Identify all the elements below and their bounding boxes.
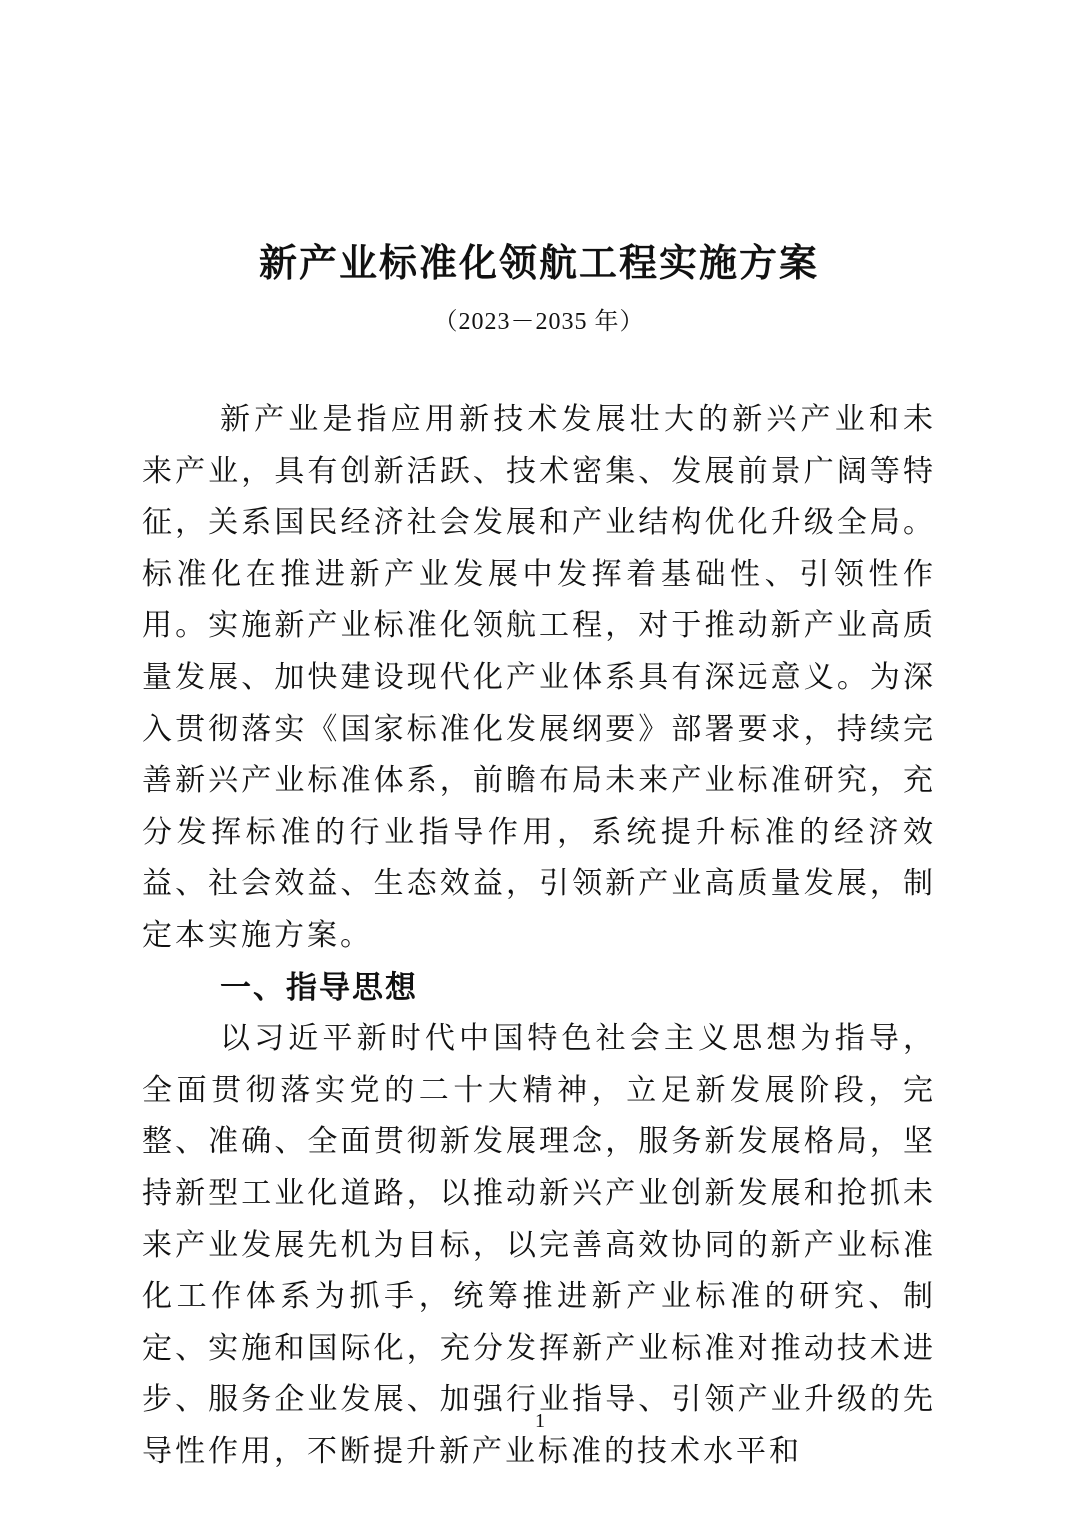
document-subtitle: （2023－2035 年） bbox=[433, 309, 645, 335]
section-paragraph-guiding-ideology: 以习近平新时代中国特色社会主义思想为指导，全面贯彻落实党的二十大精神，立足新发展阶段，完整、准确、全面贯彻新发展理念，服务新发展格局，坚持新型工业化道路，以推动新兴产业创新发展和抢抓未来产业发展先机为目标，以完善高效协同的新产业标准化工作体系为抓手，统筹推进新产业标准的研究、制定、实施和国际化，充分发挥新产业标准对推动技术进步、服务企业发展、加强行业指导、引领产业升级的先导性作用，不断提升新产业标准的技术水平和 bbox=[142, 1022, 936, 1468]
document-body bbox=[142, 394, 936, 1477]
document-content bbox=[142, 0, 936, 1477]
document-title: 新产业标准化领航工程实施方案 bbox=[258, 243, 819, 285]
intro-paragraph: 新产业是指应用新技术发展壮大的新兴产业和未来产业，具有创新活跃、技术密集、发展前景广阔等特征，关系国民经济社会发展和产业结构优化升级全局。标准化在推进新产业发展中发挥着基础性、引领性作用。实施新产业标准化领航工程，对于推动新产业高质量发展、加快建设现代化产业体系具有深远意义。为深入贯彻落实《国家标准化发展纲要》部署要求，持续完善新兴产业标准体系，前瞻布局未来产业标准研究，充分发挥标准的行业指导作用，系统提升标准的经济效益、社会效益、生态效益，引领新产业高质量发展，制定本实施方案。 bbox=[142, 403, 936, 952]
page-number: 1 bbox=[535, 1410, 545, 1432]
section-heading-guiding-ideology: 一、指导思想 bbox=[220, 969, 418, 1005]
